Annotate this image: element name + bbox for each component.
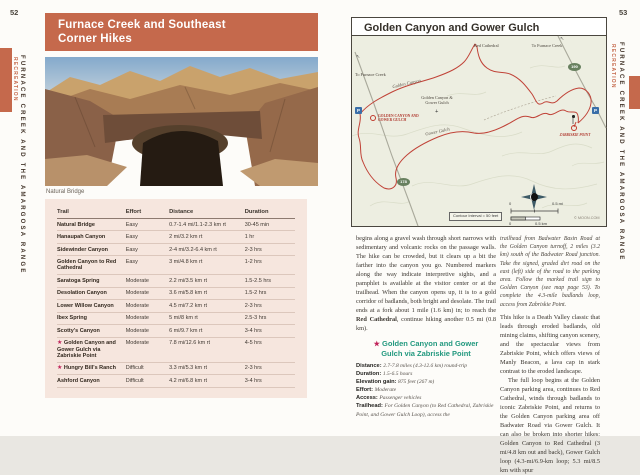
- stat-distance: Distance: 2.7-7.8 miles (4.3-12.6 km) round-trip: [356, 363, 468, 369]
- route-178-shield: 178: [397, 178, 410, 186]
- sidebar-section-right: RECREATION: [610, 44, 616, 89]
- label-to-furnace-creek-left: To Furnace Creek: [355, 72, 386, 77]
- table-row: Scotty's Canyon Moderate 6 mi/9.7 km rt 3-4 hrs: [57, 325, 295, 337]
- table-row: Natural Bridge Easy 0.7-1.4 mi/1.1-2.3 km rt 30-45 min: [57, 219, 295, 231]
- label-red-cathedral: Red Cathedral: [474, 43, 499, 48]
- photo-caption: Natural Bridge: [46, 189, 85, 195]
- natural-bridge-photo: [45, 57, 318, 186]
- body-paragraph-2: The full loop begins at the Golden Canyon parking area, continues to Red Cathedral, winds through badlands to iconic Zabriskie Point, and returns to the Golden Canyon parking area off Badwater Road via Gower Gulch. It can also be broken into shorter hikes: Golden Canyon to Red Cathedral (3 mi/4.8 km out and back), Gower Gulch loop (4.3-mi/6.9-km loop; 5.3 mi/8.5 km with spur: [500, 376, 600, 474]
- map-title-bar: [352, 18, 606, 36]
- hike-heading: ★ Golden Canyon and Gower Gulch via Zabriskie Point: [373, 339, 479, 358]
- col-distance: Distance: [169, 209, 245, 219]
- map: [351, 17, 607, 227]
- table-row: Lower Willow Canyon Moderate 4.5 mi/7.2 km rt 2-3 hrs: [57, 300, 295, 312]
- map-canvas: [352, 36, 606, 226]
- sidebar-section-left: RECREATION: [12, 57, 18, 102]
- table-row: Ashford Canyon Difficult 4.2 mi/6.8 km rt 3-4 hrs: [57, 375, 295, 387]
- arrow-icon: ↖: [560, 37, 565, 42]
- body-paragraph-1: This hike is a Death Valley classic that leads through eroded badlands, old mining claims, shifting canyon scenery, and the spectacular views from Zabriskie Point, which offers views of Manly Beacon, a lava cap in stark contrast to the eroded landscape.: [500, 313, 600, 375]
- overlook-marker: [572, 115, 575, 118]
- scale-half-mi: 0.5 mi: [552, 201, 563, 206]
- contour-interval-note: Contour Interval = 50 feet: [449, 212, 502, 221]
- col-duration: Duration: [245, 209, 295, 219]
- scale-bar: [511, 209, 558, 221]
- col-effort: Effort: [126, 209, 169, 219]
- sidebar-chapter-left: FURNACE CREEK AND THE AMARGOSA RANGE: [19, 55, 25, 275]
- canyon-photo-illustration: [45, 57, 318, 186]
- article-title: [45, 13, 318, 51]
- article-column-right: [500, 235, 600, 475]
- badlands-cutoff-trail: [484, 96, 556, 120]
- page-number-left: 52: [10, 8, 19, 17]
- table-row: Hanaupah Canyon Easy 2 mi/3.2 km rt 1 hr: [57, 231, 295, 243]
- star-icon: ★: [373, 341, 380, 348]
- trailhead-continued: trailhead from Badwater Basin Road at the Golden Canyon turnoff, 2 miles (3.2 km) south of the Badwater Road junction. Take the signed, graded dirt road on the east (left) side of the road to the parking area. Follow the marked trail sign to Golden Canyon (see map page 53). To complete the 4.3-mile badlands loop, access from Zabriskie Point.: [500, 236, 600, 308]
- table-row: ★ Hungry Bill's Ranch Difficult 3.3 mi/5.3 km rt 2-3 hrs: [57, 362, 295, 374]
- trail-table-grid: [57, 209, 295, 388]
- arrow-icon: ↖: [356, 55, 361, 60]
- table-row: Golden Canyon to Red Cathedral Easy 3 mi/4.8 km rt 1-2 hrs: [57, 256, 295, 275]
- parking-icon: P: [356, 108, 360, 113]
- stat-access: Access: Passenger vehicles: [356, 395, 422, 402]
- scale-half-km: 0.5 km: [535, 221, 548, 226]
- table-row: ★ Golden Canyon and Gower Gulch via Zabriskie Point Moderate 7.8 mi/12.6 km rt 4-5 hrs: [57, 337, 295, 362]
- sidebar-chapter-right: FURNACE CREEK AND THE AMARGOSA RANGE: [618, 42, 624, 262]
- label-to-furnace-creek-top: To Furnace Creek: [531, 43, 563, 48]
- article-title-line1: Furnace Creek and Southeast: [58, 19, 226, 31]
- chapter-tab-right: [629, 76, 640, 109]
- table-row: Saratoga Spring Moderate 2.2 mi/3.5 km rt 1.5-2.5 hrs: [57, 275, 295, 287]
- label-junction: Golden Canyon & Gower Gulch: [421, 95, 453, 105]
- hike-stats: [356, 362, 496, 419]
- parking-icon: P: [593, 108, 597, 113]
- junction-cross-marker: +: [435, 109, 439, 115]
- label-golden-canyon-trail: Golden Canyon: [391, 77, 422, 90]
- label-gower-gulch-trail: Gower Gulch: [424, 126, 451, 137]
- label-trailhead: GOLDEN CANYON AND GOWER GULCH: [378, 114, 419, 123]
- trailhead-marker: [370, 115, 376, 121]
- table-header-row: [57, 209, 295, 219]
- zabriskie-marker: [571, 125, 577, 131]
- map-credit: © MOON.COM: [574, 216, 600, 220]
- red-cathedral-bold: Red Cathedral: [356, 316, 397, 323]
- stat-elevation: Elevation gain: 875 feet (267 m): [356, 379, 435, 386]
- chapter-tab-left: [0, 48, 12, 112]
- col-trail: Trail: [57, 209, 126, 219]
- stat-trailhead: Trailhead: For Golden Canyon (to Red Cathedral, Zabriskie Point, and Gower Gulch Loop), access the: [356, 403, 494, 418]
- route-190-shield: 190: [568, 63, 581, 71]
- scale-zero-mi: 0: [509, 201, 512, 206]
- article-title-line2: Corner Hikes: [58, 32, 132, 45]
- map-title: Golden Canyon and Gower Gulch: [364, 22, 540, 34]
- star-icon: ★: [57, 340, 63, 347]
- stat-effort: Effort: Moderate: [356, 387, 397, 394]
- stat-duration: Duration: 1.5-6.5 hours: [356, 371, 413, 378]
- page-number-right: 53: [619, 8, 628, 17]
- article-column-left: [356, 234, 496, 419]
- table-row: Desolation Canyon Moderate 3.6 mi/5.8 km rt 1.5-2 hrs: [57, 287, 295, 299]
- trail-table: [45, 199, 307, 398]
- label-zabriskie-point: ZABRISKIE POINT: [559, 133, 591, 137]
- intro-paragraph: begins along a gravel wash through short narrows with sedimentary and volcanic rocks on the passage walls. The hike can be crowded, but it clears up a bit the farther into the canyon you go. Numbered markers along the way indicate interpretive sights, and a pamphlet is available at the visitor center or at the trailhead. When the canyon opens up, it is to a gold corridor of badlands, both bright and desolate. The trail ends at a fork about 1 mile (1.6 km) in; to reach the Red Cathedral, continue hiking another 0.5 mi (0.8 km).: [356, 235, 497, 332]
- scale-zero-km: 0: [509, 221, 512, 226]
- star-icon: ★: [57, 365, 63, 372]
- table-row: Ibex Spring Moderate 5 mi/8 km rt 2.5-3 hrs: [57, 312, 295, 324]
- compass-rose-icon: [521, 184, 547, 210]
- table-row: Sidewinder Canyon Easy 2-4 mi/3.2-6.4 km rt 2-3 hrs: [57, 243, 295, 255]
